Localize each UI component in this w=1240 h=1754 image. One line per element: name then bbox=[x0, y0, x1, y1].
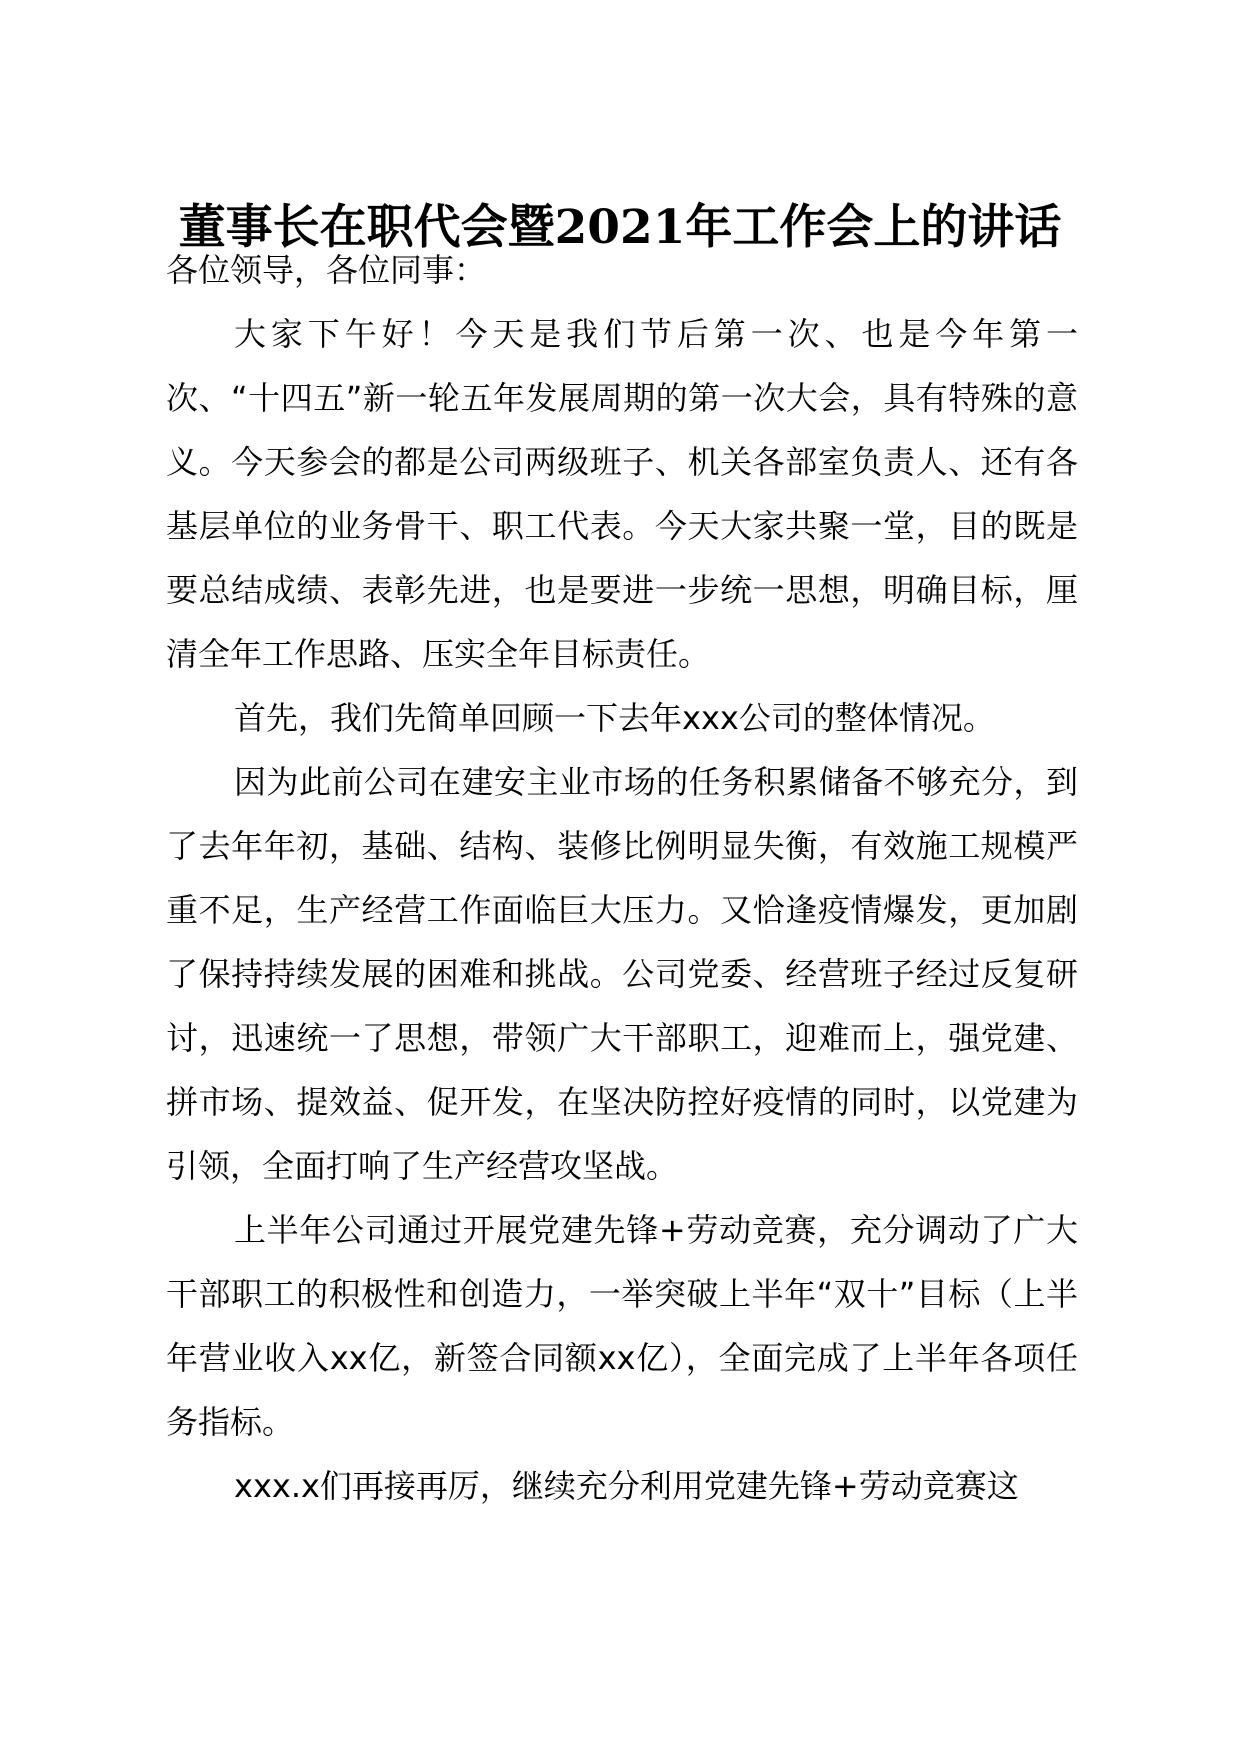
document-title: 董事长在职代会暨2021年工作会上的讲话 bbox=[178, 200, 1062, 255]
paragraph-review-intro: 首先，我们先简单回顾一下去年xxx公司的整体情况。 bbox=[234, 699, 995, 737]
paragraph-first-half: 上半年公司通过开展党建先锋+劳动竞赛，充分调动了广大干部职工的积极性和创造力，一举突破上半年“双十”目标（上半年营业收入xx亿，新签合同额xx亿），全面完成了上半年各项任务指标。 bbox=[166, 1211, 1078, 1441]
salutation: 各位领导，各位同事： bbox=[166, 251, 487, 289]
paragraph-challenges: 因为此前公司在建安主业市场的任务积累储备不够充分，到了去年年初，基础、结构、装修比例明显失衡，有效施工规模严重不足，生产经营工作面临巨大压力。又恰逢疫情爆发，更加剧了保持持续发展的困难和挑战。公司党委、经营班子经过反复研讨，迅速统一了思想，带领广大干部职工，迎难而上，强党建、拼市场、提效益、促开发，在坚决防控好疫情的同时，以党建为引领，全面打响了生产经营攻坚战。 bbox=[166, 763, 1078, 1185]
document-body bbox=[166, 238, 1078, 1518]
paragraph-opening: 大家下午好！今天是我们节后第一次、也是今年第一次、“十四五”新一轮五年发展周期的第一次大会，具有特殊的意义。今天参会的都是公司两级班子、机关各部室负责人、还有各基层单位的业务骨干、职工代表。今天大家共聚一堂，目的既是要总结成绩、表彰先进，也是要进一步统一思想，明确目标，厘清全年工作思路、压实全年目标责任。 bbox=[166, 315, 1078, 673]
paragraph-continuation: xxx.x们再接再厉，继续充分利用党建先锋+劳动竞赛这 bbox=[234, 1467, 1019, 1505]
